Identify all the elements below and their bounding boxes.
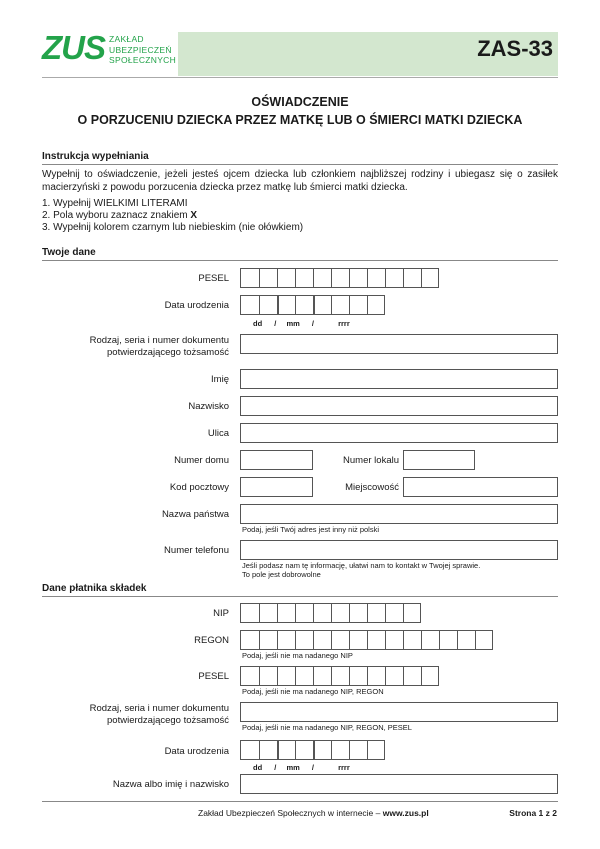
- digit-cell-divider: [403, 269, 421, 287]
- digit-cell-divider: [331, 741, 349, 759]
- digit-cell-divider: [277, 604, 295, 622]
- payer-id-document-label: [90, 703, 229, 727]
- instructions-heading: Instrukcja wypełniania: [42, 151, 149, 162]
- date-dd: dd: [253, 763, 263, 772]
- digit-cell-divider: [313, 741, 331, 759]
- digit-cell-divider: [367, 296, 385, 314]
- digit-cell-divider: [295, 667, 313, 685]
- regon-hint: Podaj, jeśli nie ma nadanego NIP: [242, 651, 353, 660]
- your-data-heading: Twoje dane: [42, 247, 96, 258]
- date-format-hint: [253, 763, 350, 772]
- house-number-field[interactable]: [240, 450, 313, 470]
- digit-cell-divider: [259, 667, 277, 685]
- digit-cell-divider: [331, 269, 349, 287]
- last-name-label: Nazwisko: [188, 401, 229, 412]
- date-sep: /: [311, 319, 314, 328]
- digit-cell-divider: [367, 604, 385, 622]
- page-number: Strona 1 z 2: [509, 808, 557, 818]
- logo-line: SPOŁECZNYCH: [109, 55, 177, 65]
- instructions-text: macierzyński z powodu porzucenia dziecka przez matkę lub śmierci matki dziecka.: [42, 182, 408, 193]
- digit-cell-divider: [313, 269, 331, 287]
- digit-cell-divider: [259, 296, 277, 314]
- digit-cell-divider: [421, 269, 439, 287]
- date-mm: mm: [286, 763, 300, 772]
- digit-cell-divider: [295, 631, 313, 649]
- date-format-hint: [253, 319, 350, 328]
- payer-id-document-hint: Podaj, jeśli nie ma nadanego NIP, REGON, PESEL: [242, 723, 412, 732]
- digit-cell-divider: [349, 296, 367, 314]
- label-line: potwierdzającego tożsamość: [107, 715, 229, 726]
- regon-field[interactable]: [240, 630, 493, 650]
- flat-number-label: Numer lokalu: [343, 455, 399, 466]
- date-mm: mm: [286, 319, 300, 328]
- instruction-item: 3. Wypełnij kolorem czarnym lub niebieskim (nie ołówkiem): [42, 222, 304, 233]
- digit-cell-divider: [349, 667, 367, 685]
- digit-cell-divider: [277, 667, 295, 685]
- postal-code-field[interactable]: [240, 477, 313, 497]
- digit-cell-divider: [331, 667, 349, 685]
- digit-cell-divider: [277, 269, 295, 287]
- payer-name-label: Nazwa albo imię i nazwisko: [112, 779, 229, 790]
- first-name-label: Imię: [211, 374, 229, 385]
- instruction-item: 1. Wypełnij WIELKIMI LITERAMI: [42, 198, 188, 209]
- digit-cell-divider: [313, 604, 331, 622]
- house-number-label: Numer domu: [174, 455, 229, 466]
- country-hint: Podaj, jeśli Twój adres jest inny niż polski: [242, 525, 380, 534]
- phone-field[interactable]: [240, 540, 558, 560]
- date-dd: dd: [253, 319, 263, 328]
- digit-cell-divider: [295, 604, 313, 622]
- date-yyyy: rrrr: [338, 319, 350, 328]
- pesel-field[interactable]: [240, 268, 439, 288]
- digit-cell-divider: [331, 604, 349, 622]
- digit-cell-divider: [421, 631, 439, 649]
- footer-divider: [42, 801, 558, 802]
- digit-cell-divider: [349, 631, 367, 649]
- payer-pesel-hint: Podaj, jeśli nie ma nadanego NIP, REGON: [242, 687, 384, 696]
- digit-cell-divider: [259, 631, 277, 649]
- id-document-label: [90, 335, 229, 359]
- digit-cell-divider: [331, 631, 349, 649]
- date-sep: /: [274, 319, 277, 328]
- birth-date-field[interactable]: [240, 295, 385, 315]
- digit-cell-divider: [331, 296, 349, 314]
- country-field[interactable]: [240, 504, 558, 524]
- digit-cell-divider: [259, 604, 277, 622]
- zus-logo: [42, 29, 182, 67]
- logo-line: ZAKŁAD: [109, 34, 144, 44]
- digit-cell-divider: [259, 269, 277, 287]
- nip-field[interactable]: [240, 603, 421, 623]
- digit-cell-divider: [349, 741, 367, 759]
- digit-cell-divider: [313, 667, 331, 685]
- date-yyyy: rrrr: [338, 763, 350, 772]
- digit-cell-divider: [385, 667, 403, 685]
- nip-label: NIP: [213, 608, 229, 619]
- flat-number-field[interactable]: [403, 450, 475, 470]
- payer-name-field[interactable]: [240, 774, 558, 794]
- label-line: Rodzaj, seria i numer dokumentu: [89, 703, 229, 714]
- country-label: Nazwa państwa: [161, 509, 229, 520]
- instruction-mark: X: [190, 210, 198, 221]
- section-divider: [42, 164, 558, 165]
- digit-cell-divider: [349, 269, 367, 287]
- digit-cell-divider: [313, 631, 331, 649]
- city-field[interactable]: [403, 477, 558, 497]
- footer-text: [198, 808, 429, 818]
- payer-pesel-field[interactable]: [240, 666, 439, 686]
- pesel-label: PESEL: [198, 273, 229, 284]
- digit-cell-divider: [385, 604, 403, 622]
- payer-id-document-field[interactable]: [240, 702, 558, 722]
- digit-cell-divider: [439, 631, 457, 649]
- id-document-field[interactable]: [240, 334, 558, 354]
- payer-pesel-label: PESEL: [198, 671, 229, 682]
- last-name-field[interactable]: [240, 396, 558, 416]
- instructions-text: Wypełnij to oświadczenie, jeżeli jesteś ojcem dziecka lub członkiem najbliższej rodziny i ubiegasz się o zasiłek: [42, 169, 558, 180]
- payer-birth-date-label: Data urodzenia: [164, 746, 229, 757]
- hint-line: Jeśli podasz nam tę informację, ułatwi nam to kontakt w Twojej sprawie.: [242, 561, 481, 570]
- label-line: Rodzaj, seria i numer dokumentu: [89, 335, 229, 346]
- digit-cell-divider: [403, 604, 421, 622]
- digit-cell-divider: [403, 631, 421, 649]
- logo-line: UBEZPIECZEŃ: [109, 44, 172, 55]
- digit-cell-divider: [385, 269, 403, 287]
- digit-cell-divider: [385, 631, 403, 649]
- street-field[interactable]: [240, 423, 558, 443]
- form-code: ZAS-33: [477, 36, 553, 61]
- zus-website-link[interactable]: www.zus.pl: [382, 808, 429, 818]
- page-title: OŚWIADCZENIE: [251, 95, 349, 109]
- street-label: Ulica: [207, 428, 229, 439]
- phone-label: Numer telefonu: [164, 545, 229, 556]
- date-sep: /: [274, 763, 277, 772]
- digit-cell-divider: [421, 667, 439, 685]
- digit-cell-divider: [277, 741, 295, 759]
- regon-label: REGON: [194, 635, 229, 646]
- digit-cell-divider: [277, 296, 295, 314]
- logo-text: [109, 34, 176, 66]
- phone-hint: [242, 561, 480, 579]
- digit-cell-divider: [457, 631, 475, 649]
- first-name-field[interactable]: [240, 369, 558, 389]
- section-divider: [42, 260, 558, 261]
- digit-cell-divider: [367, 741, 385, 759]
- birth-date-label: Data urodzenia: [164, 300, 229, 311]
- date-sep: /: [311, 763, 314, 772]
- digit-cell-divider: [295, 296, 313, 314]
- digit-cell-divider: [367, 667, 385, 685]
- digit-cell-divider: [349, 604, 367, 622]
- header-divider: [42, 77, 558, 78]
- digit-cell-divider: [313, 296, 331, 314]
- digit-cell-divider: [277, 631, 295, 649]
- hint-line: To pole jest dobrowolne: [242, 570, 321, 579]
- page-subtitle: O PORZUCENIU DZIECKA PRZEZ MATKĘ LUB O ŚMIERCI MATKI DZIECKA: [77, 113, 523, 127]
- logo-mark: ZUS: [42, 29, 105, 66]
- instruction-item-text: 2. Pola wyboru zaznacz znakiem: [42, 210, 188, 221]
- postal-code-label: Kod pocztowy: [169, 482, 229, 493]
- digit-cell-divider: [259, 741, 277, 759]
- payer-data-heading: Dane płatnika składek: [42, 583, 147, 594]
- section-divider: [42, 596, 558, 597]
- label-line: potwierdzającego tożsamość: [107, 347, 229, 358]
- digit-cell-divider: [367, 269, 385, 287]
- digit-cell-divider: [295, 269, 313, 287]
- payer-birth-date-field[interactable]: [240, 740, 385, 760]
- digit-cell-divider: [367, 631, 385, 649]
- digit-cell-divider: [475, 631, 493, 649]
- digit-cell-divider: [295, 741, 313, 759]
- footer-caption: Zakład Ubezpieczeń Społecznych w internecie –: [198, 808, 383, 818]
- digit-cell-divider: [403, 667, 421, 685]
- city-label: Miejscowość: [345, 482, 399, 493]
